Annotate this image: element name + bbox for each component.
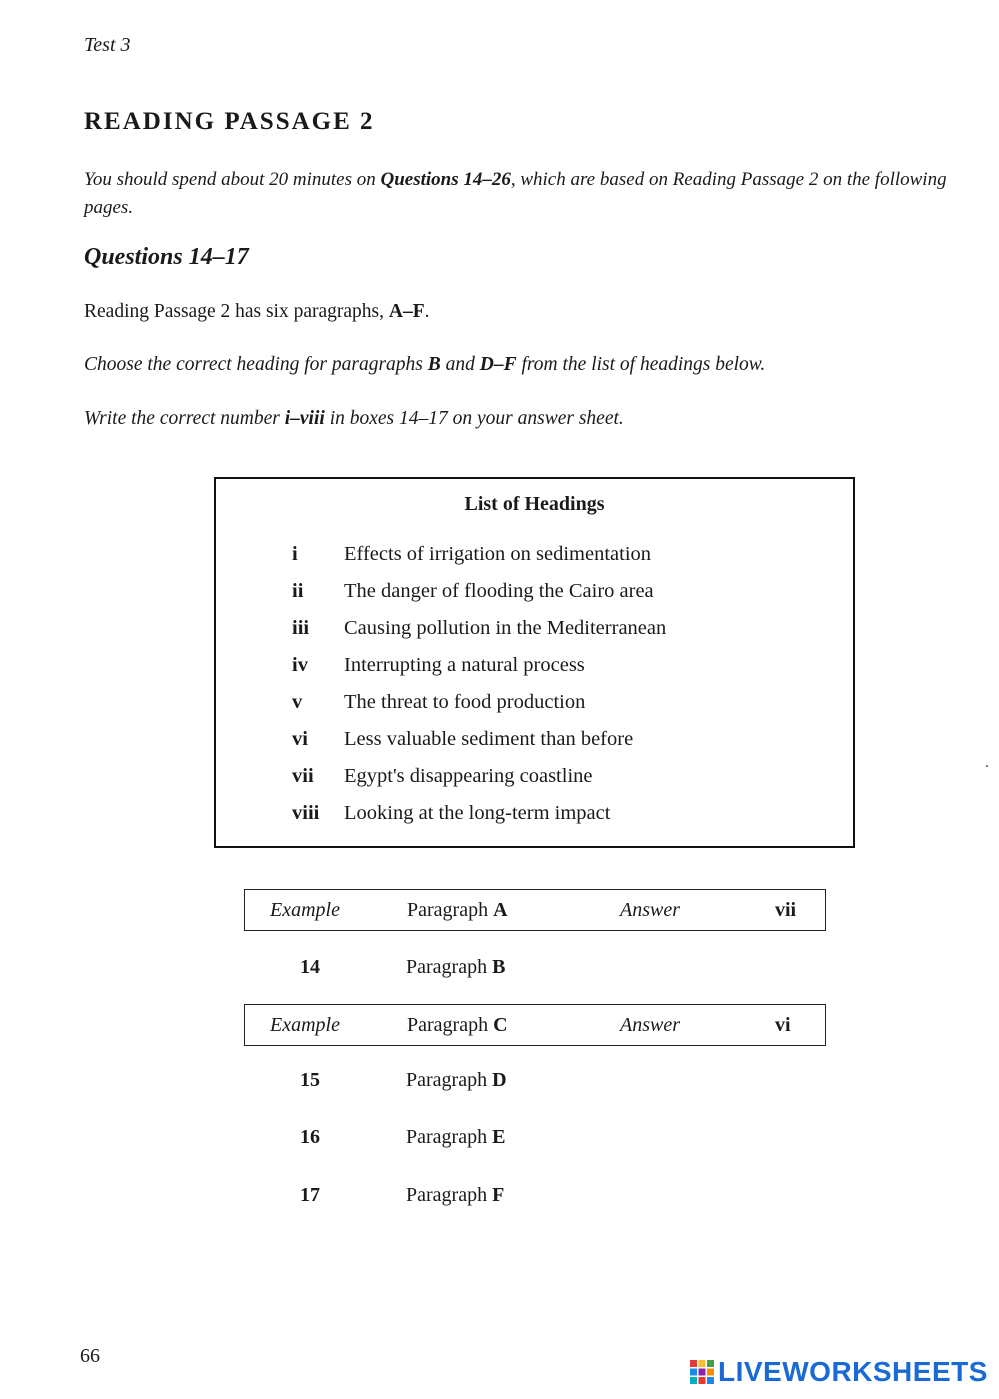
question-number: 14 bbox=[300, 956, 320, 978]
example-paragraph-prefix: Paragraph bbox=[407, 1014, 494, 1036]
instr3-c: in boxes 14–17 on your answer sheet. bbox=[324, 408, 624, 429]
heading-number: ii bbox=[292, 580, 304, 602]
question-paragraph-letter: D bbox=[492, 1069, 507, 1091]
question-number: 16 bbox=[300, 1126, 320, 1148]
passage-title: READING PASSAGE 2 bbox=[84, 108, 375, 135]
question-paragraph-letter: E bbox=[492, 1126, 506, 1148]
heading-text: Looking at the long-term impact bbox=[344, 802, 611, 824]
instruction-line-3 bbox=[84, 408, 624, 430]
instruction-line-1 bbox=[84, 301, 430, 323]
example-label: Example bbox=[270, 1014, 340, 1036]
instr1-text: Reading Passage 2 has six paragraphs, bbox=[84, 301, 389, 322]
heading-text: Egypt's disappearing coastline bbox=[344, 765, 593, 787]
example-box bbox=[244, 889, 826, 931]
intro-instructions bbox=[84, 166, 989, 222]
heading-number: iv bbox=[292, 654, 308, 676]
heading-number: vi bbox=[292, 728, 308, 750]
heading-number: viii bbox=[292, 802, 320, 824]
example-answer-value: vi bbox=[775, 1014, 791, 1036]
example-label: Example bbox=[270, 899, 340, 921]
heading-text: Effects of irrigation on sedimentation bbox=[344, 543, 652, 565]
running-head: Test 3 bbox=[84, 34, 131, 56]
example-paragraph bbox=[407, 899, 508, 922]
instr1-bold: A–F bbox=[388, 301, 425, 322]
instr2-d: D–F bbox=[479, 354, 517, 375]
question-paragraph-prefix: Paragraph bbox=[406, 956, 493, 978]
example-paragraph-letter: A bbox=[493, 899, 508, 921]
intro-part1: You should spend about 20 minutes on bbox=[84, 169, 381, 190]
question-paragraph bbox=[406, 1069, 507, 1092]
example-paragraph-prefix: Paragraph bbox=[407, 899, 494, 921]
heading-text: Interrupting a natural process bbox=[344, 654, 585, 676]
heading-number: i bbox=[292, 543, 298, 565]
instr2-b: B bbox=[427, 354, 441, 375]
question-paragraph bbox=[406, 956, 505, 979]
page-number: 66 bbox=[80, 1345, 100, 1367]
question-number: 17 bbox=[300, 1184, 320, 1206]
heading-number: iii bbox=[292, 617, 310, 639]
question-row bbox=[244, 1184, 826, 1214]
instr1-end: . bbox=[424, 301, 430, 322]
instr3-b: i–viii bbox=[284, 408, 325, 429]
instruction-line-2 bbox=[84, 354, 765, 376]
liveworksheets-logo-icon bbox=[690, 1360, 714, 1384]
example-paragraph bbox=[407, 1014, 508, 1037]
question-paragraph-prefix: Paragraph bbox=[406, 1184, 493, 1206]
heading-text: The threat to food production bbox=[344, 691, 586, 713]
instr3-a: Write the correct number bbox=[84, 408, 285, 429]
list-of-headings-title: List of Headings bbox=[464, 493, 605, 515]
intro-bold: Questions 14–26 bbox=[380, 169, 511, 190]
question-paragraph bbox=[406, 1184, 504, 1207]
instr2-c: and bbox=[440, 354, 480, 375]
scan-speck bbox=[986, 765, 988, 767]
question-number: 15 bbox=[300, 1069, 320, 1091]
example-answer-label: Answer bbox=[620, 1014, 680, 1036]
questions-heading: Questions 14–17 bbox=[84, 244, 249, 270]
question-paragraph-letter: F bbox=[492, 1184, 505, 1206]
heading-text: Causing pollution in the Mediterranean bbox=[344, 617, 667, 639]
question-paragraph-prefix: Paragraph bbox=[406, 1069, 493, 1091]
question-row bbox=[244, 1069, 826, 1099]
heading-text: Less valuable sediment than before bbox=[344, 728, 634, 750]
heading-text: The danger of flooding the Cairo area bbox=[344, 580, 654, 602]
example-answer-label: Answer bbox=[620, 899, 680, 921]
question-paragraph-letter: B bbox=[492, 956, 506, 978]
example-paragraph-letter: C bbox=[493, 1014, 508, 1036]
instr2-a: Choose the correct heading for paragraphs bbox=[84, 354, 428, 375]
question-row bbox=[244, 1126, 826, 1156]
question-paragraph-prefix: Paragraph bbox=[406, 1126, 493, 1148]
instr2-e: from the list of headings below. bbox=[516, 354, 766, 375]
example-answer-value: vii bbox=[775, 899, 797, 921]
list-of-headings-box bbox=[214, 477, 855, 848]
intro-part2: , which are based on Reading Passage 2 on the following pages. bbox=[84, 169, 947, 218]
liveworksheets-wordmark: LIVEWORKSHEETS bbox=[718, 1356, 988, 1387]
question-row bbox=[244, 956, 826, 986]
heading-number: vii bbox=[292, 765, 314, 787]
example-box bbox=[244, 1004, 826, 1046]
question-paragraph bbox=[406, 1126, 505, 1149]
heading-number: v bbox=[292, 691, 303, 713]
